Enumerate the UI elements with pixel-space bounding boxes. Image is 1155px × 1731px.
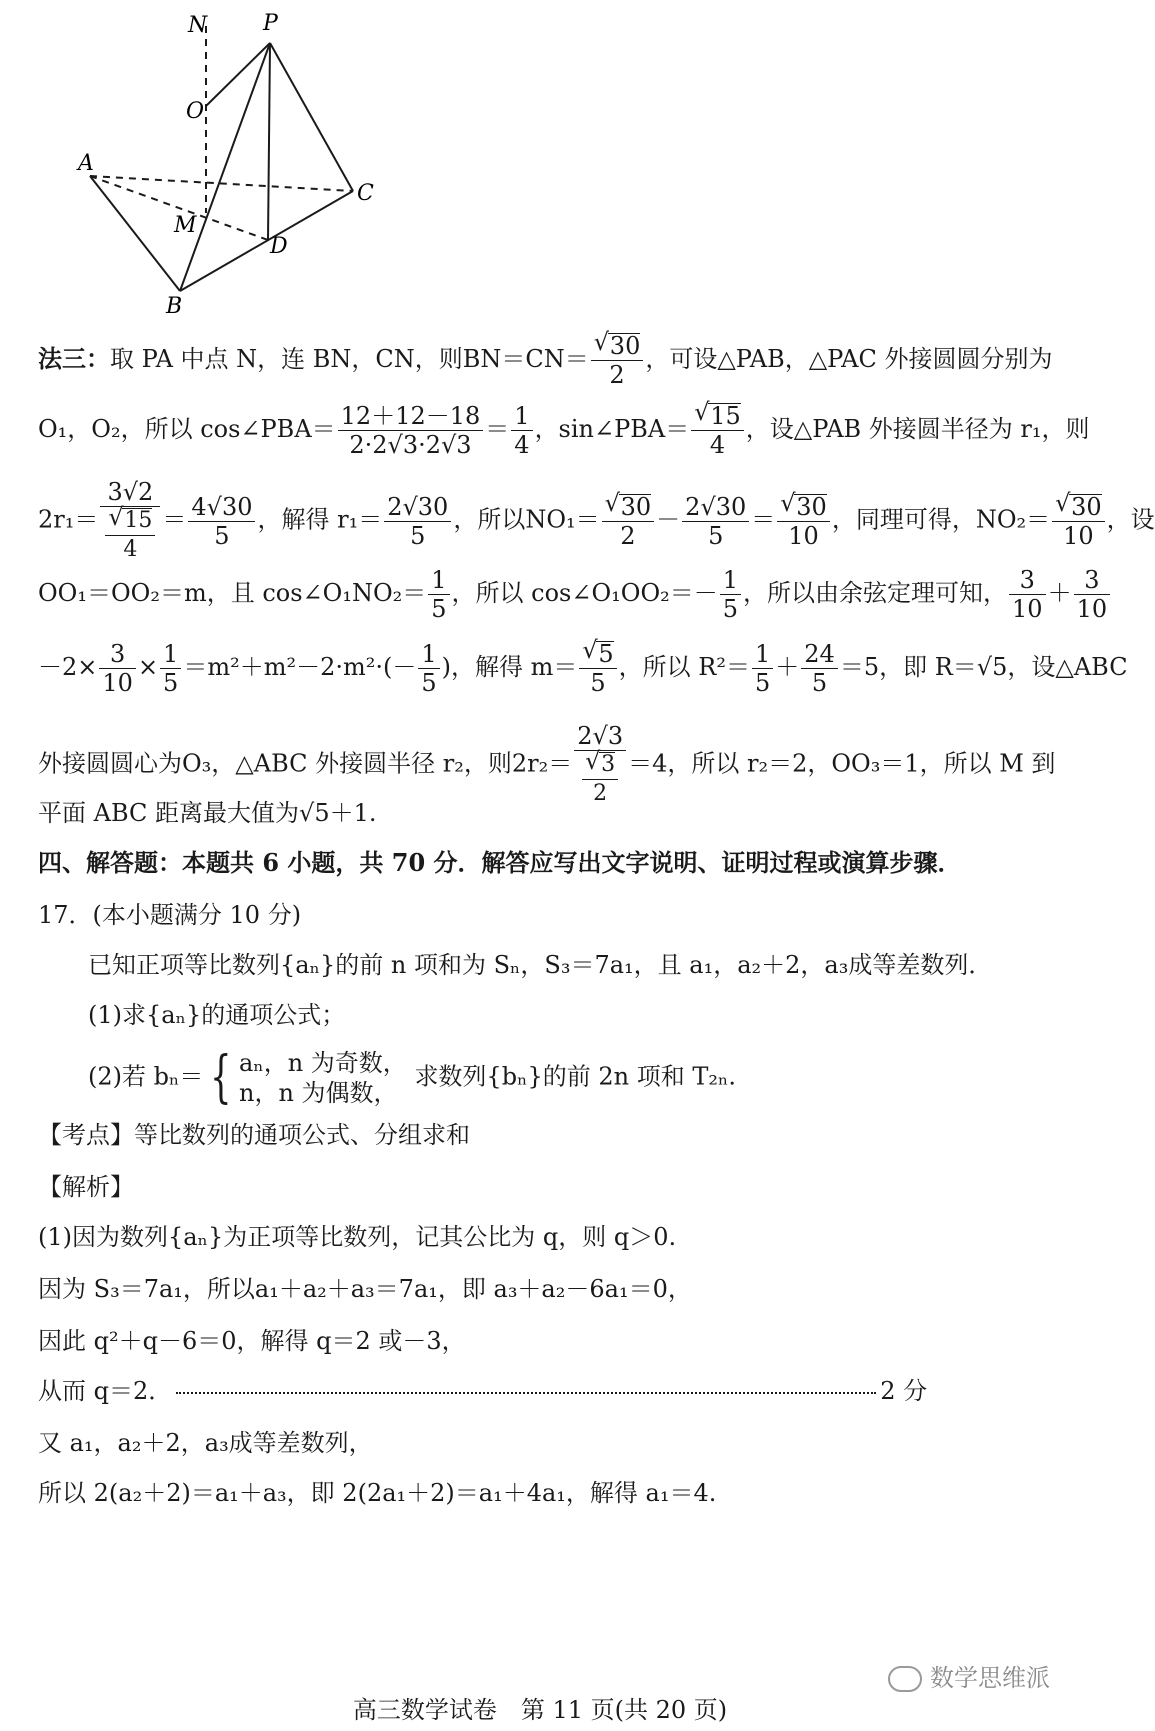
q17-stem: 已知正项等比数列{aₙ}的前 n 项和为 Sₙ，S₃＝7a₁，且 a₁，a₂＋2，a₃成等差数列．	[88, 951, 993, 979]
fraction: $\frac{1}{4}$	[511, 402, 532, 459]
q17-part1: (1)求{aₙ}的通项公式；	[88, 1001, 346, 1029]
label-D: D	[270, 234, 288, 259]
pyramid-figure	[70, 8, 430, 338]
fraction: √ $\frac{30}{10}$	[777, 493, 830, 550]
fraction: $\frac{3}{10}$	[99, 640, 136, 697]
pyramid-diagram	[70, 8, 430, 338]
q17-part2: (2)若 bₙ＝ { aₙ，n 为奇数， n，n 为偶数， 求数列{bₙ}的前 2n 项和 T₂ₙ.	[88, 1045, 736, 1110]
page-footer: 高三数学试卷 第 11 页(共 20 页)	[352, 1696, 728, 1724]
sol-line-4: 从而 q＝2． 2 分	[38, 1377, 928, 1405]
fraction: $\frac{1}{5}$	[720, 566, 741, 623]
fraction: $\frac{12+12-18}{2\cdot 2√3\cdot 2√3}$	[338, 402, 484, 459]
label-N: N	[188, 13, 208, 38]
label-M: M	[174, 213, 197, 238]
fraction: 2√3 √ $\frac{3}{2}$	[574, 722, 626, 808]
fraction: $\frac{1}{5}$	[418, 640, 439, 697]
sol3-line-7: 平面 ABC 距离最大值为√5＋1.	[38, 799, 377, 827]
sol3-line-6: 外接圆圆心为O₃，△ABC 外接圆半径 r₂，则2r₂＝ 2√3 √ $\frac{3}{2}$ ＝4，所以 r₂＝2，OO₃＝1，所以 M 到	[38, 722, 1055, 808]
edge-BC	[180, 191, 353, 291]
fraction: $\frac{1}{5}$	[428, 566, 449, 623]
fraction: $\frac{1}{5}$	[752, 640, 773, 697]
label-B: B	[166, 294, 183, 319]
label-C: C	[357, 181, 374, 206]
sol-line-5: 又 a₁，a₂＋2，a₃成等差数列，	[38, 1429, 373, 1457]
edge-PO	[206, 43, 270, 106]
fraction: √ $\frac{30}{2}$	[602, 493, 655, 550]
fraction: $\frac{2√30}{5}$	[682, 493, 749, 550]
section-heading: 四、解答题：本题共 6 小题，共 70 分．解答应写出文字说明、证明过程或演算步骤．	[38, 848, 962, 877]
fraction: $\frac{3}{10}$	[1074, 566, 1111, 623]
edge-PD	[268, 43, 270, 240]
piecewise-cases: aₙ，n 为奇数， n，n 为偶数，	[239, 1049, 407, 1107]
sol-line-6: 所以 2(a₂＋2)＝a₁＋a₃，即 2(2a₁＋2)＝a₁＋4a₁，解得 a₁＝4.	[38, 1479, 717, 1507]
fraction: √ $\frac{5}{5}$	[579, 640, 616, 697]
label-O: O	[186, 99, 205, 124]
watermark: 数学思维派	[888, 1658, 1050, 1693]
kaodian: 【考点】等比数列的通项公式、分组求和	[38, 1121, 470, 1149]
sol3-line-1: 法三：取 PA 中点 N，连 BN，CN，则BN＝CN＝ √ $\frac{30}{2}$ ，可设△PAB，△PAC 外接圆圆分别为	[38, 332, 1052, 389]
leader-dots	[176, 1392, 876, 1394]
sol3-line-2: O₁，O₂，所以 cos∠PBA＝ $\frac{12+12-18}{2\cdot 2√3\cdot 2√3}$ ＝ $\frac{1}{4}$ ，sin∠PBA＝ √ $\frac{15}{4}$ ，设△PAB 外接圆半径为 r₁，则	[38, 402, 1090, 459]
edge-AB	[90, 176, 180, 291]
fraction: $\frac{1}{5}$	[160, 640, 181, 697]
fraction: √ $\frac{30}{2}$	[591, 332, 644, 389]
fraction: √ $\frac{15}{4}$	[691, 402, 744, 459]
sol3-line-3: 2r₁＝ 3√2 √ $\frac{15}{4}$ ＝ $\frac{4√30}{5}$ ，解得 r₁＝ $\frac{2√30}{5}$ ，所以NO₁＝ √ $\frac{30}{2}$ － $\frac{2√30}{5}$ ＝ √ $\frac{30}{10}$ ，同理可得，NO₂＝ √ $\frac{30}{10}$ ，设	[38, 478, 1155, 564]
fraction: √ $\frac{30}{10}$	[1052, 493, 1105, 550]
sol-line-2: 因为 S₃＝7a₁，所以a₁＋a₂＋a₃＝7a₁，即 a₃＋a₂－6a₁＝0，	[38, 1275, 692, 1303]
sol3-line-5: －2× $\frac{3}{10}$ × $\frac{1}{5}$ ＝m²＋m²－2·m²·(－ $\frac{1}{5}$ )，解得 m＝ √ $\frac{5}{5}$ ，所以 R²＝ $\frac{1}{5}$ ＋ $\frac{24}{5}$ ＝5，即 R＝√5，设△ABC	[38, 640, 1128, 697]
sol-line-3: 因此 q²＋q－6＝0，解得 q＝2 或－3，	[38, 1327, 466, 1355]
wechat-icon	[888, 1666, 922, 1692]
fraction: $\frac{24}{5}$	[801, 640, 838, 697]
edge-PB	[180, 43, 270, 291]
fraction: 3√2 √ $\frac{15}{4}$	[100, 478, 160, 564]
fraction: $\frac{2√30}{5}$	[384, 493, 451, 550]
fraction: $\frac{3}{10}$	[1009, 566, 1046, 623]
jiexi: 【解析】	[38, 1173, 134, 1201]
fraction: $\frac{4√30}{5}$	[188, 493, 255, 550]
sol3-line-4: OO₁＝OO₂＝m，且 cos∠O₁NO₂＝ $\frac{1}{5}$ ，所以 cos∠O₁OO₂＝－ $\frac{1}{5}$ ，所以由余弦定理可知， $\frac{3}{10}$ ＋ $\frac{3}{10}$	[38, 566, 1112, 623]
label-P: P	[263, 11, 278, 36]
sol-line-1: (1)因为数列{aₙ}为正项等比数列，记其公比为 q，则 q＞0.	[38, 1223, 677, 1251]
q17-title: 17．(本小题满分 10 分)	[38, 901, 302, 929]
edge-PC	[270, 43, 353, 191]
label-A: A	[78, 151, 94, 176]
